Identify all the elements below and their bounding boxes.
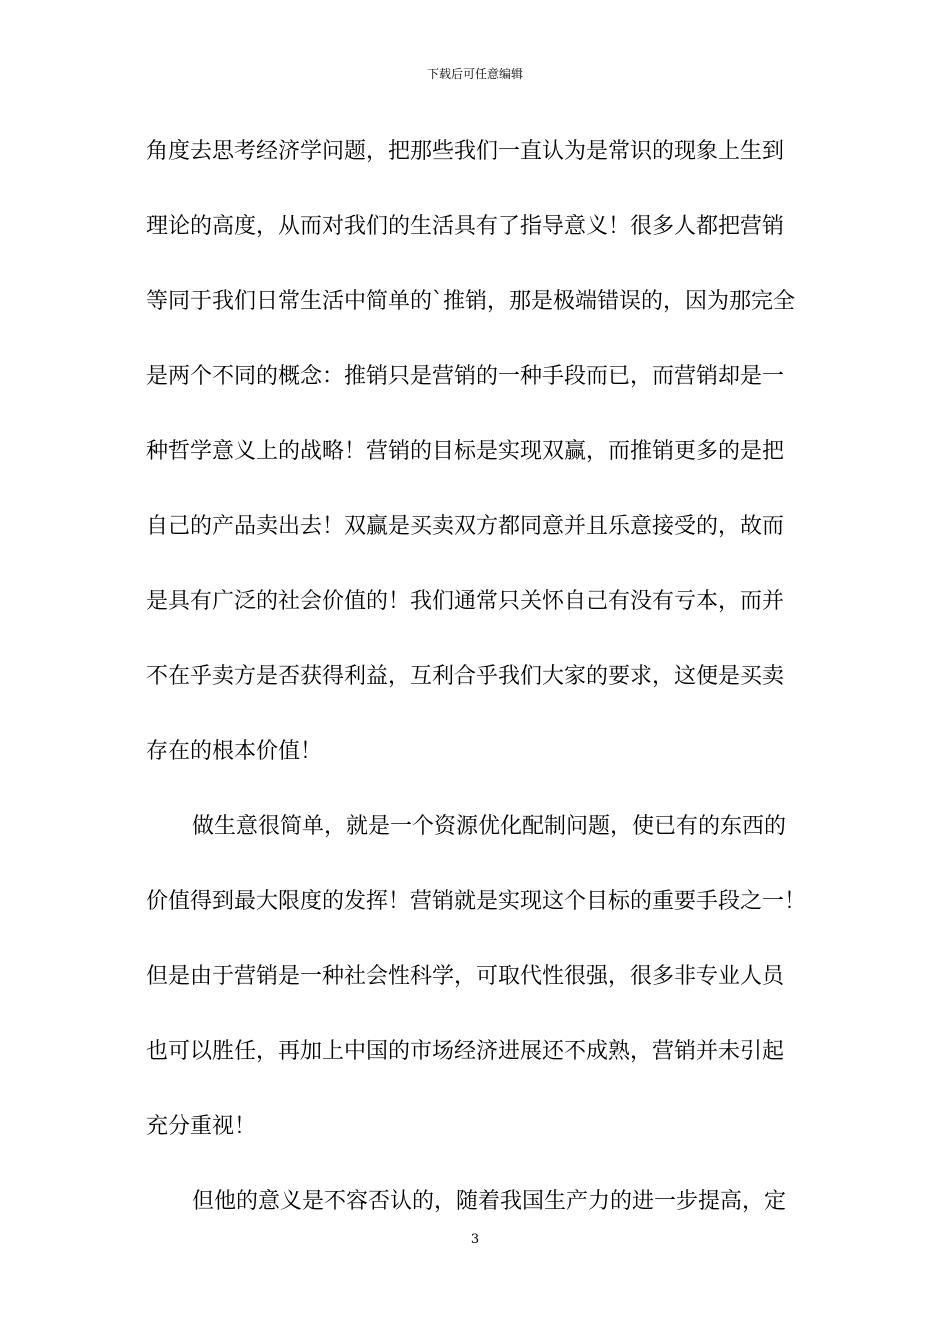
text-line: 是具有广泛的社会价值的！我们通常只关怀自己有没有亏本，而并 bbox=[146, 589, 785, 614]
text-line: 等同于我们日常生活中简单的`推销，那是极端错误的，因为那完全 bbox=[146, 289, 796, 314]
paragraph bbox=[146, 806, 826, 1181]
page-header: 下载后可任意编辑 bbox=[426, 67, 523, 81]
page-number: 3 bbox=[470, 1232, 480, 1247]
text-line: 种哲学意义上的战略！营销的目标是实现双赢，而推销更多的是把 bbox=[146, 439, 785, 464]
text-line: 不在乎卖方是否获得利益，互利合乎我们大家的要求，这便是买卖 bbox=[146, 664, 785, 689]
text-line: 也可以胜任，再加上中国的市场经济进展还不成熟，营销并未引起 bbox=[146, 1039, 785, 1064]
text-line: 是两个不同的概念：推销只是营销的一种手段而已，而营销却是一 bbox=[146, 364, 785, 389]
text-line: 存在的根本价值！ bbox=[146, 739, 323, 764]
text-line: 做生意很简单，就是一个资源优化配制问题，使已有的东西的 bbox=[192, 814, 787, 839]
text-line: 自己的产品卖出去！双赢是买卖双方都同意并且乐意接受的，故而 bbox=[146, 514, 785, 539]
document-body bbox=[146, 131, 826, 1256]
text-line: 但是由于营销是一种社会性科学，可取代性很强，很多非专业人员 bbox=[146, 964, 785, 989]
text-line: 理论的高度，从而对我们的生活具有了指导意义！很多人都把营销 bbox=[146, 214, 785, 239]
text-line: 但他的意义是不容否认的，随着我国生产力的进一步提高，定 bbox=[192, 1189, 787, 1214]
text-line: 角度去思考经济学问题，把那些我们一直认为是常识的现象上生到 bbox=[146, 139, 785, 164]
text-line: 价值得到最大限度的发挥！营销就是实现这个目标的重要手段之一！ bbox=[146, 889, 807, 914]
text-line: 充分重视！ bbox=[146, 1114, 257, 1139]
paragraph bbox=[146, 131, 826, 806]
